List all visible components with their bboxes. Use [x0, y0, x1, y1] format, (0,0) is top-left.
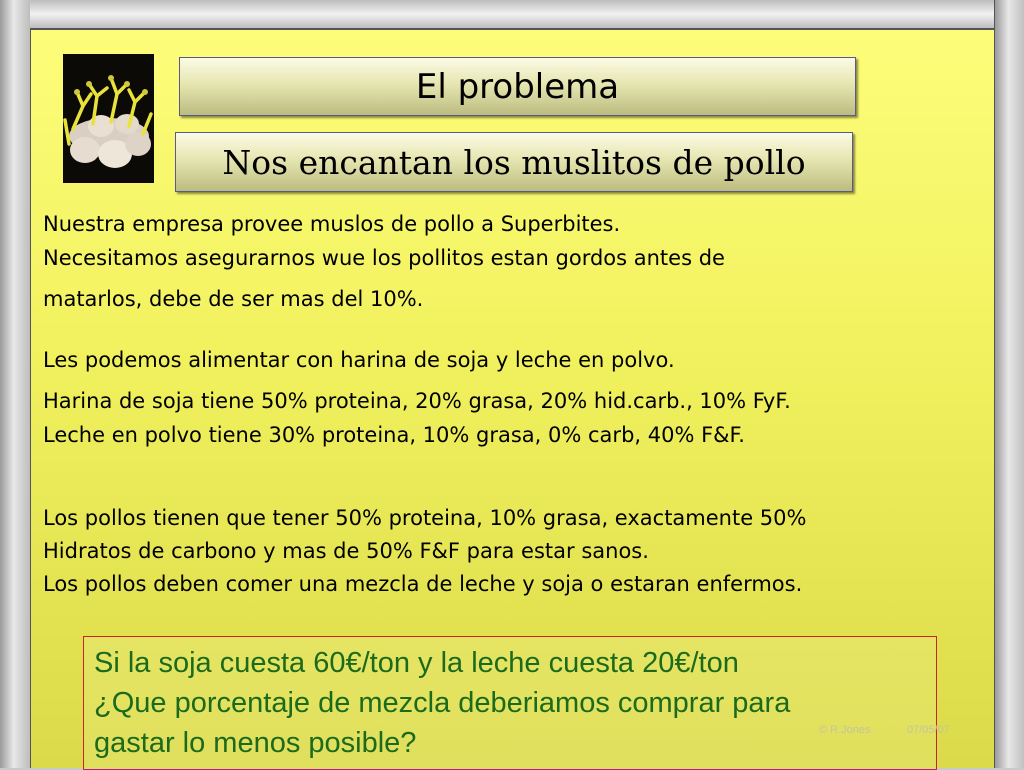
chicken-chicks-image	[63, 54, 154, 183]
slide-subtitle	[175, 132, 853, 192]
line-feed-1: Les podemos alimentar con harina de soja y leche en polvo.	[43, 348, 675, 372]
line-health-2: Hidratos de carbono y mas de 50% F&F para estar sanos.	[43, 539, 649, 563]
window-frame-right	[994, 0, 1024, 768]
question-line-1: Si la soja cuesta 60€/ton y la leche cuesta 20€/ton	[94, 647, 739, 679]
window-frame-top	[30, 0, 994, 30]
question-box	[83, 636, 937, 770]
slide-title-text: El problema	[415, 66, 620, 107]
line-intro-2: Necesitamos asegurarnos wue los pollitos estan gordos antes de	[43, 246, 725, 270]
slide	[31, 30, 994, 768]
question-line-2: ¿Que porcentaje de mezcla deberiamos comprar para	[94, 687, 791, 719]
line-health-1: Los pollos tienen que tener 50% proteina, 10% grasa, exactamente 50%	[43, 506, 807, 530]
line-intro-3: matarlos, debe de ser mas del 10%.	[43, 287, 424, 311]
question-line-3: gastar lo menos posible?	[94, 727, 417, 759]
footer-author: © R.Jones	[819, 724, 871, 736]
line-feed-3: Leche en polvo tiene 30% proteina, 10% grasa, 0% carb, 40% F&F.	[43, 423, 745, 447]
slide-title	[179, 57, 856, 116]
line-intro-1: Nuestra empresa provee muslos de pollo a Superbites.	[43, 212, 621, 236]
slide-subtitle-text: Nos encantan los muslitos de pollo	[222, 142, 806, 182]
line-health-3: Los pollos deben comer una mezcla de leche y soja o estaran enfermos.	[43, 572, 803, 596]
line-feed-2: Harina de soja tiene 50% proteina, 20% grasa, 20% hid.carb., 10% FyF.	[43, 389, 791, 413]
window-frame-left	[0, 0, 31, 768]
footer-date: 07/05/07	[907, 724, 950, 736]
